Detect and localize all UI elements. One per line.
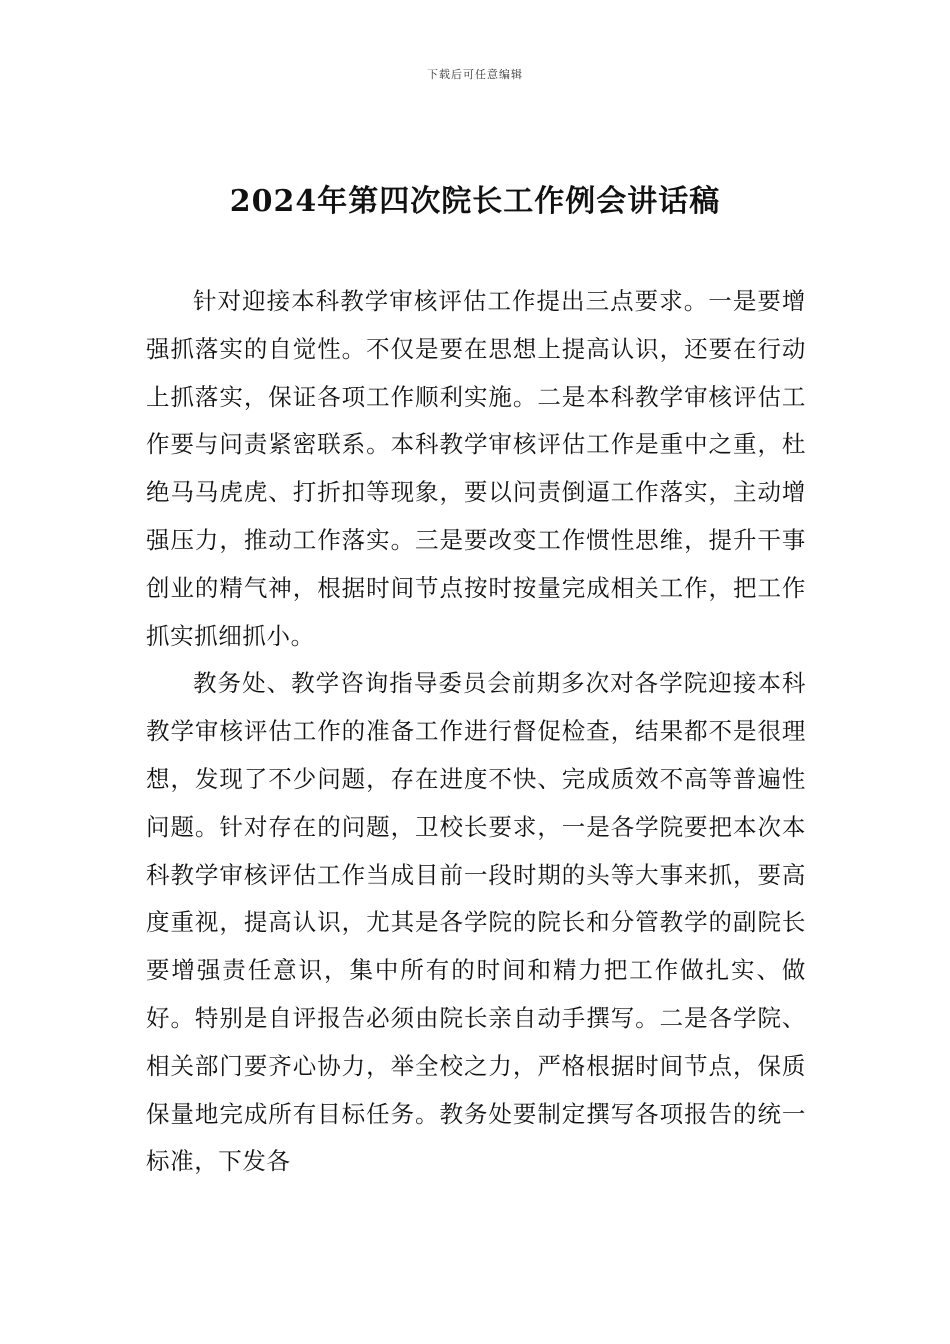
document-body <box>146 278 806 1186</box>
paragraph-2: 教务处、教学咨询指导委员会前期多次对各学院迎接本科教学审核评估工作的准备工作进行督促检查，结果都不是很理想，发现了不少问题，存在进度不快、完成质效不高等普遍性问题。针对存在的问题，卫校长要求，一是各学院要把本次本科教学审核评估工作当成目前一段时期的头等大事来抓，要高度重视，提高认识，尤其是各学院的院长和分管教学的副院长要增强责任意识，集中所有的时间和精力把工作做扎实、做好。特别是自评报告必须由院长亲自动手撰写。二是各学院、相关部门要齐心协力，举全校之力，严格根据时间节点，保质保量地完成所有目标任务。教务处要制定撰写各项报告的统一标准，下发各 <box>146 669 806 1176</box>
header-note: 下载后可任意编辑 <box>427 68 523 81</box>
paragraph-1: 针对迎接本科教学审核评估工作提出三点要求。一是要增强抓落实的自觉性。不仅是要在思想上提高认识，还要在行动上抓落实，保证各项工作顺利实施。二是本科教学审核评估工作要与问责紧密联系。本科教学审核评估工作是重中之重，杜绝马马虎虎、打折扣等现象，要以问责倒逼工作落实，主动增强压力，推动工作落实。三是要改变工作惯性思维，提升干事创业的精气神，根据时间节点按时按量完成相关工作，把工作抓实抓细抓小。 <box>146 287 806 650</box>
document-title: 2024年第四次院长工作例会讲话稿 <box>229 184 721 219</box>
